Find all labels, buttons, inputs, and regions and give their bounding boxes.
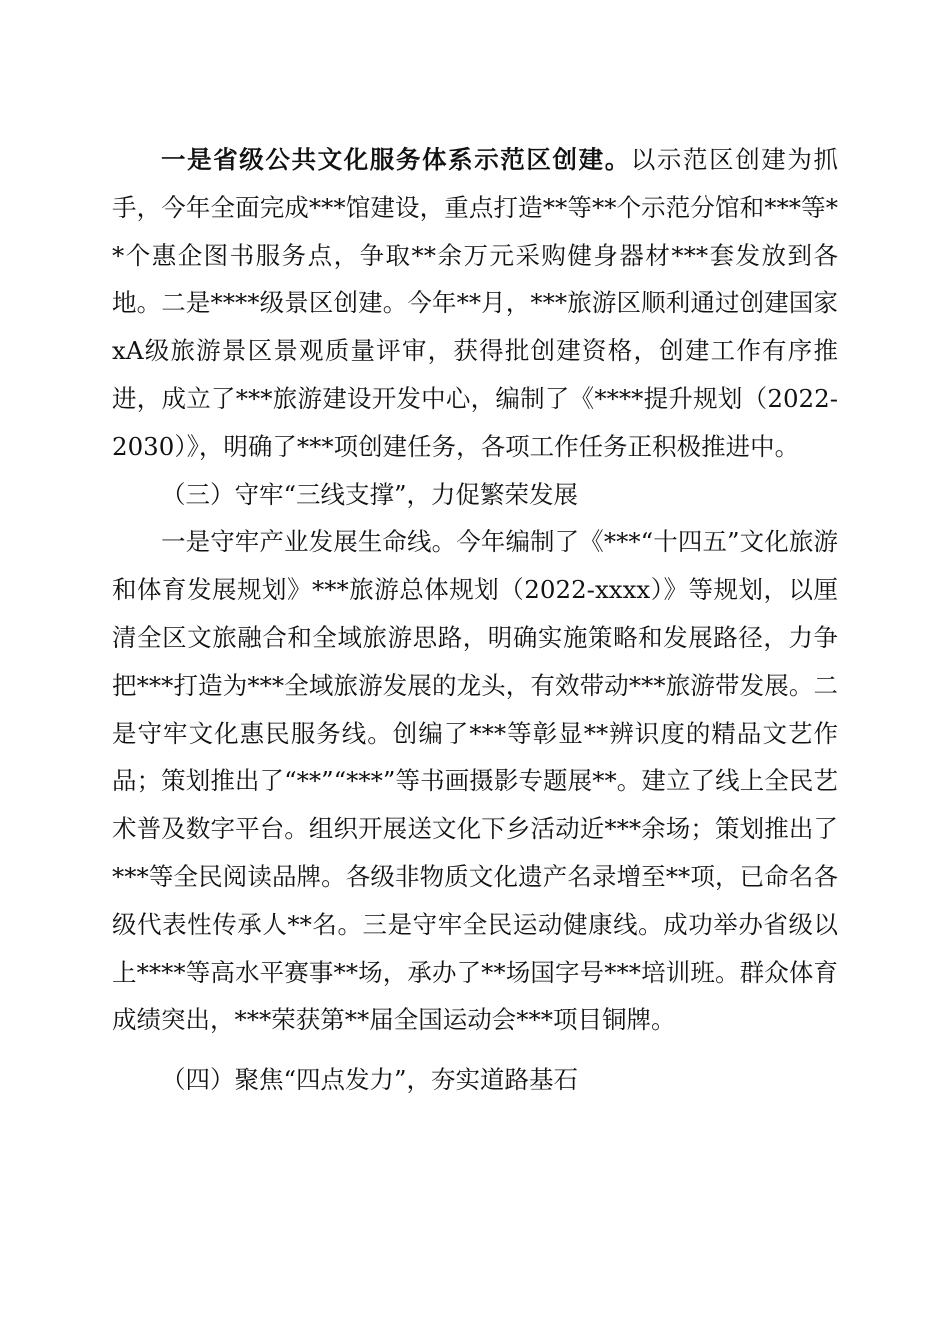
paragraph-text: 一是守牢产业发展生命线。今年编制了《***“十四五”文化旅游和体育发展规划》***旅游总体规划（2022-xxxx）》等规划，以厘清全区文旅融合和全域旅游思路，明确实施策略和发展路径，力争把***打造为***全域旅游发展的龙头，有效带动***旅游带发展。二是守牢文化惠民服务线。创编了***等彰显**辨识度的精品文艺作品；策划推出了“**”“***”等书画摄影专题展**。建立了线上全民艺术普及数字平台。组织开展送文化下乡活动近***余场；策划推出了***等全民阅读品牌。各级非物质文化遗产名录增至**项，已命名各级代表性传承人**名。三是守牢全民运动健康线。成功举办省级以上****等高水平赛事**场，承办了**场国字号***培训班。群众体育成绩突出，***荣获第**届全国运动会***项目铜牌。	[112, 527, 838, 1035]
paragraph-text: 以示范区创建为抓手，今年全面完成***馆建设，重点打造**等**个示范分馆和***等**个惠企图书服务点，争取**余万元采购健身器材***套发放到各地。二是****级景区创建。今年**月，***旅游区顺利通过创建国家xA级旅游景区景观质量评审，获得批创建资格，创建工作有序推进，成立了***旅游建设开发中心，编制了《****提升规划（2022-2030）》，明确了***项创建任务，各项工作任务正积极推进中。	[112, 145, 839, 461]
document-body	[112, 136, 838, 1104]
paragraph-demonstration-zone	[112, 136, 838, 471]
paragraph-three-lines	[112, 518, 838, 1044]
paragraph-lead: 一是省级公共文化服务体系示范区创建。	[161, 145, 631, 174]
section-heading-three: （三）守牢“三线支撑”，力促繁荣发展	[161, 479, 579, 509]
section-heading-four: （四）聚焦“四点发力”，夯实道路基石	[161, 1065, 579, 1095]
spacer	[112, 1044, 838, 1056]
